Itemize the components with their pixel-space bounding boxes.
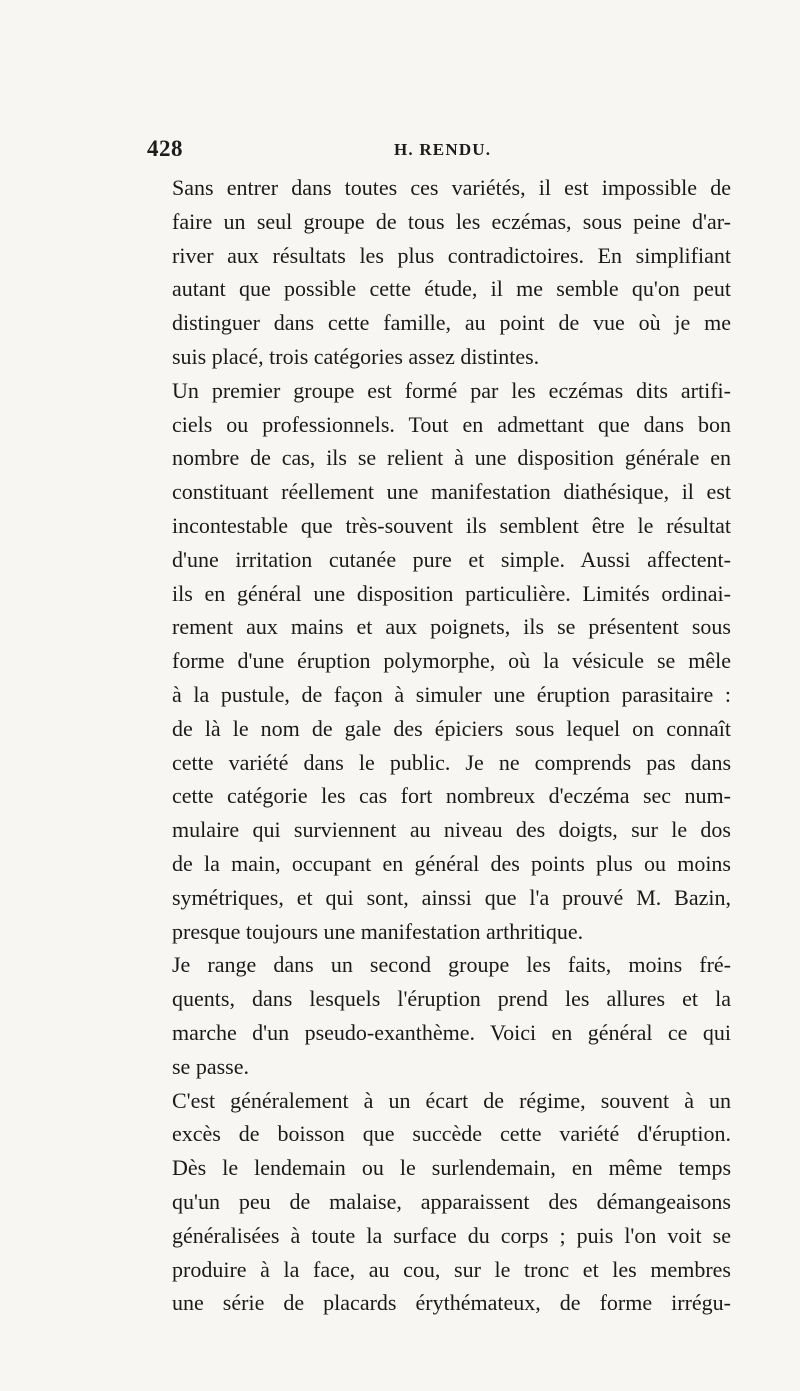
text-line: suis placé, trois catégories assez distintes.	[172, 343, 540, 369]
text-line: se passe.	[172, 1053, 249, 1079]
text-line: rement aux mains et aux poignets, ils se présentent sous	[172, 614, 731, 640]
text-line: distinguer dans cette famille, au point de vue où je me	[172, 310, 731, 336]
text-line: de la main, occupant en général des points plus ou moins	[172, 850, 731, 876]
paragraph	[147, 374, 731, 949]
text-line: d'une irritation cutanée pure et simple. Aussi affectent-	[172, 546, 731, 572]
text-line: river aux résultats les plus contradictoires. En simplifiant	[172, 242, 731, 268]
text-line: Dès le lendemain ou le surlendemain, en même temps	[172, 1155, 731, 1181]
text-line: produire à la face, au cou, sur le tronc et les membres	[172, 1256, 731, 1282]
text-line: généralisées à toute la surface du corps ; puis l'on voit se	[172, 1222, 731, 1248]
text-line: qu'un peu de malaise, apparaissent des démangeaisons	[172, 1188, 731, 1214]
text-line: ils en général une disposition particulière. Limités ordinai-	[172, 580, 731, 606]
text-line: marche d'un pseudo-exanthème. Voici en général ce qui	[172, 1019, 731, 1045]
text-line: de là le nom de gale des épiciers sous lequel on connaît	[172, 715, 731, 741]
text-line: Un premier groupe est formé par les eczémas dits artifi-	[172, 377, 731, 403]
text-line: constituant réellement une manifestation diathésique, il est	[172, 479, 731, 505]
text-line: presque toujours une manifestation arthritique.	[172, 918, 584, 944]
text-line: autant que possible cette étude, il me semble qu'on peut	[172, 276, 731, 302]
text-line: quents, dans lesquels l'éruption prend les allures et la	[172, 986, 731, 1012]
page-header	[147, 136, 732, 166]
text-line: Je range dans un second groupe les faits, moins fré-	[172, 952, 731, 978]
text-line: C'est généralement à un écart de régime, souvent à un	[172, 1087, 731, 1113]
text-line: ciels ou professionnels. Tout en admettant que dans bon	[172, 411, 731, 437]
text-line: cette catégorie les cas fort nombreux d'eczéma sec num-	[172, 783, 731, 809]
text-line: faire un seul groupe de tous les eczémas, sous peine d'ar-	[172, 208, 731, 234]
text-line: cette variété dans le public. Je ne comprends pas dans	[172, 749, 731, 775]
text-line: symétriques, et qui sont, ainssi que l'a prouvé M. Bazin,	[172, 884, 731, 910]
running-head: H. RENDU.	[394, 140, 492, 159]
text-line: excès de boisson que succède cette variété d'éruption.	[172, 1121, 731, 1147]
paragraph	[147, 171, 731, 374]
text-line: à la pustule, de façon à simuler une éruption parasitaire :	[172, 681, 731, 707]
paragraph	[147, 948, 731, 1083]
page-number: 428	[147, 136, 183, 161]
body-text	[147, 171, 731, 1320]
text-line: mulaire qui surviennent au niveau des doigts, sur le dos	[172, 817, 731, 843]
text-line: nombre de cas, ils se relient à une disposition générale en	[172, 445, 731, 471]
text-line: une série de placards érythémateux, de forme irrégu-	[172, 1290, 731, 1316]
text-line: Sans entrer dans toutes ces variétés, il est impossible de	[172, 175, 731, 200]
paragraph	[147, 1084, 731, 1321]
text-line: forme d'une éruption polymorphe, où la vésicule se mêle	[172, 648, 731, 674]
text-line: incontestable que très-souvent ils semblent être le résultat	[172, 512, 731, 538]
